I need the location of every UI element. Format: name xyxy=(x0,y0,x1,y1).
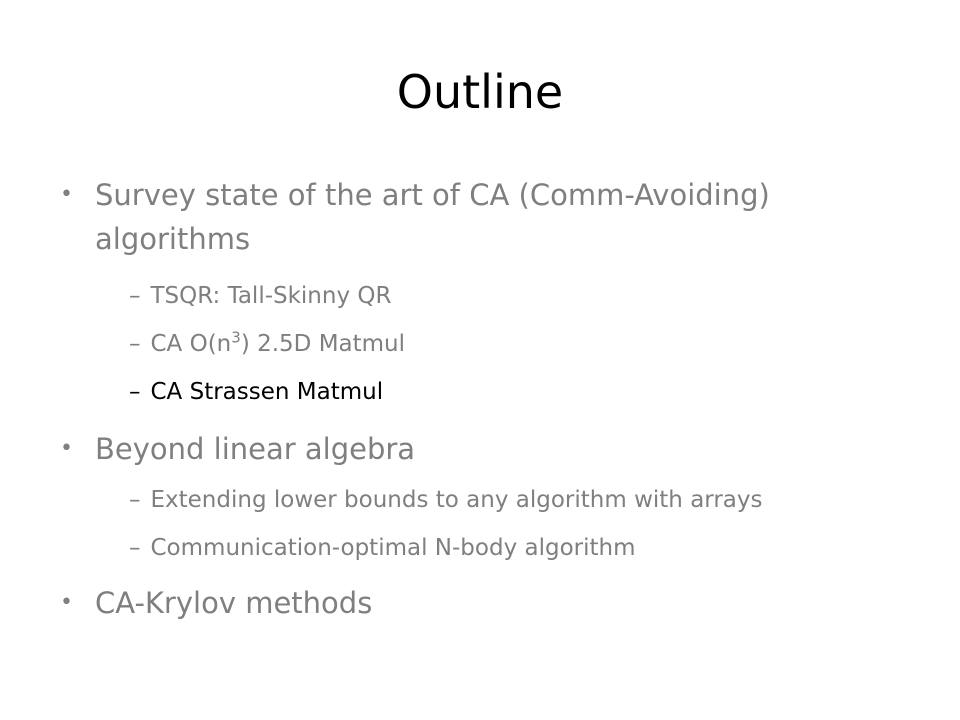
sub-item-text: CA Strassen Matmul xyxy=(150,379,384,405)
bullet-text: CA-Krylov methods xyxy=(95,586,373,620)
sub-item-lower-bounds xyxy=(129,484,762,516)
bullet-item-survey-continued: algorithms xyxy=(95,222,251,256)
sub-item-text: Communication-optimal N-body algorithm xyxy=(150,535,636,561)
sub-item-n-body xyxy=(129,532,636,564)
dash-icon: – xyxy=(129,283,141,309)
sub-item-text-post: ) 2.5D Matmul xyxy=(240,331,406,357)
bullet-text: Beyond linear algebra xyxy=(95,432,416,466)
sub-item-text: TSQR: Tall-Skinny QR xyxy=(150,283,392,309)
bullet-icon: • xyxy=(60,436,73,461)
dash-icon: – xyxy=(129,535,141,561)
dash-icon: – xyxy=(129,379,141,405)
bullet-item-beyond-linear-algebra xyxy=(60,428,416,470)
bullet-text: Survey state of the art of CA (Comm-Avoiding) xyxy=(95,178,770,212)
slide-title: Outline xyxy=(396,65,564,119)
exponent: 3 xyxy=(231,328,241,347)
sub-item-tsqr xyxy=(129,280,391,312)
sub-item-text: Extending lower bounds to any algorithm with arrays xyxy=(150,487,763,513)
dash-icon: – xyxy=(129,331,141,357)
bullet-item-ca-krylov xyxy=(60,582,373,624)
sub-item-2-5d-matmul xyxy=(129,328,405,360)
dash-icon: – xyxy=(129,487,141,513)
sub-item-text-pre: CA O(n xyxy=(150,331,232,357)
bullet-icon: • xyxy=(60,590,73,615)
sub-item-strassen-matmul xyxy=(129,376,383,408)
bullet-icon: • xyxy=(60,182,73,207)
bullet-item-survey xyxy=(60,174,770,216)
